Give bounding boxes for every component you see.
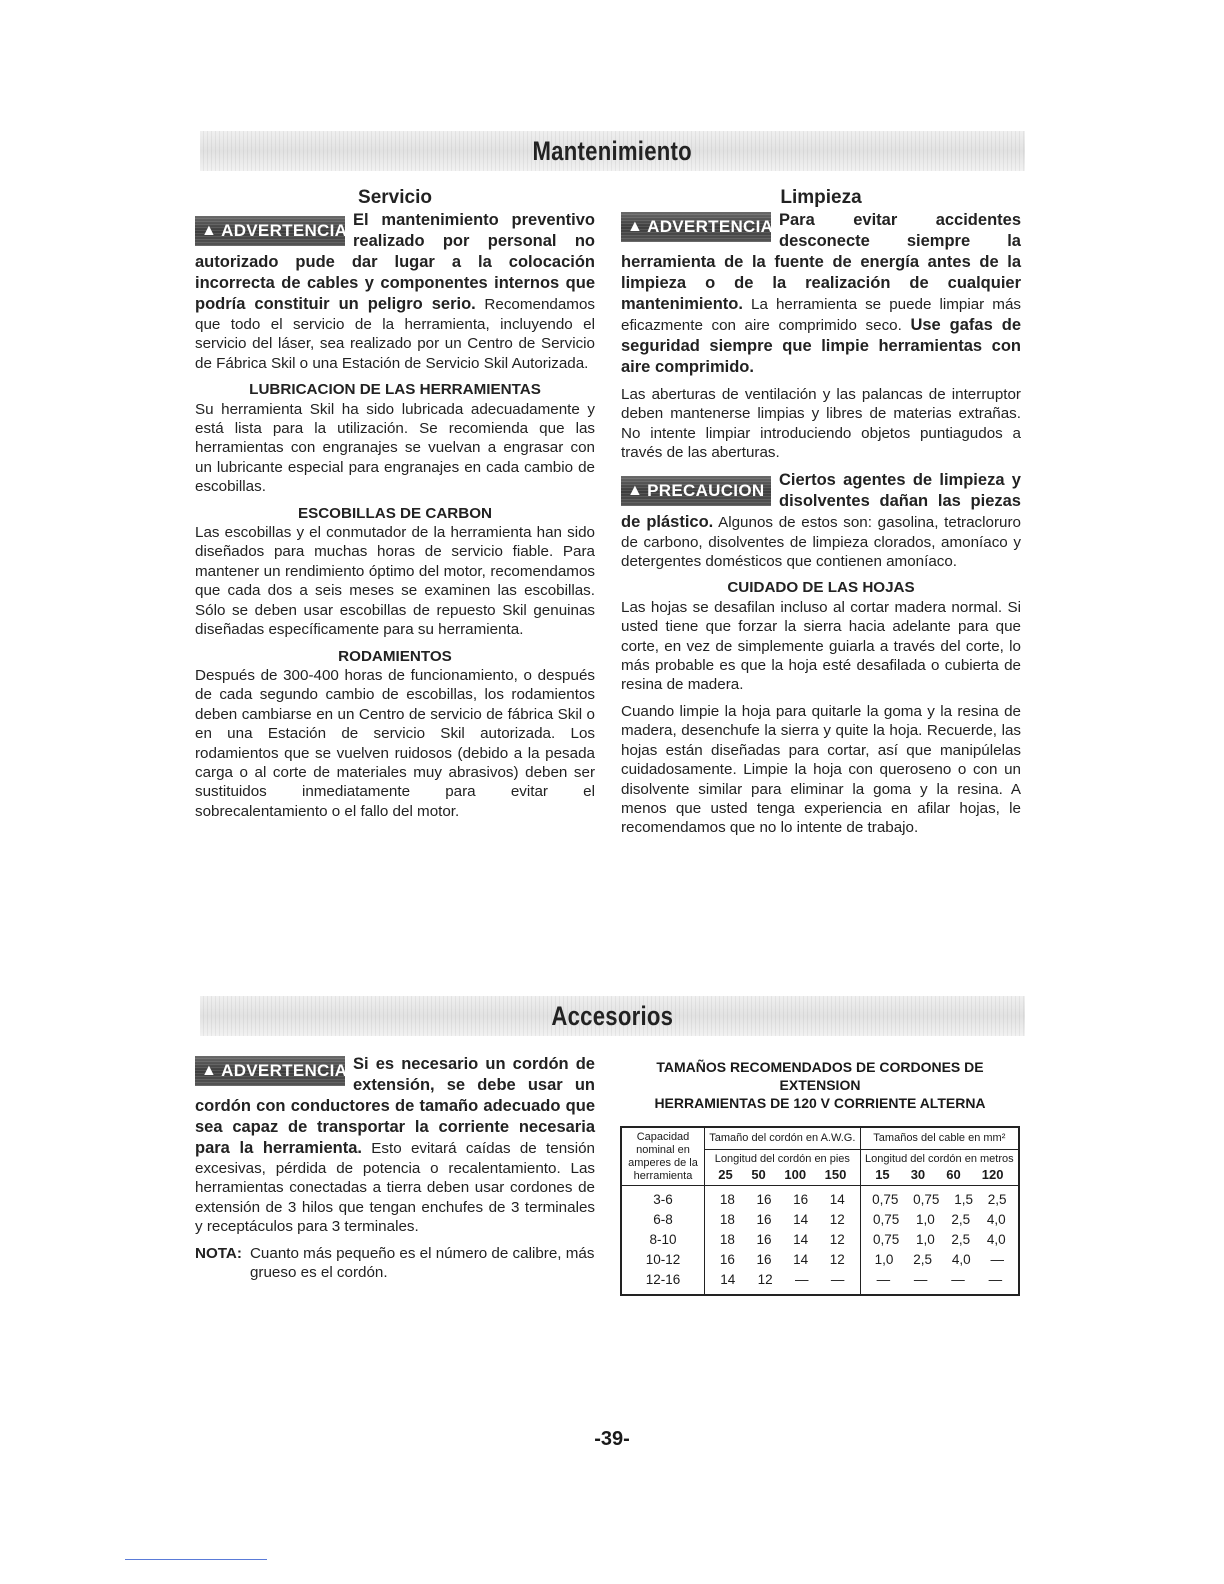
lubricacion-body: Su herramienta Skil ha sido lubricada adecuadamente y está lista para la utilización. Se recomienda que las herramientas con engranajes se vuelvan a engrasar con un lubricante especial para engranajes en cada cambio de escobillas. — [195, 400, 595, 496]
section-header-accesorios — [200, 996, 1025, 1036]
limpieza-aberturas: Las aberturas de ventilación y las palancas de interruptor deben mantenerse limpias y libres de materias extrañas. No intente limpiar introduciendo objetos puntiagudos a través de las aberturas. — [621, 386, 1021, 462]
section-header-mantenimiento — [200, 131, 1025, 171]
warning-badge-label: ADVERTENCIA — [221, 221, 348, 240]
hojas-body-2: Cuando limpie la hoja para quitarle la goma y la resina de madera, desenchufe la sierra y quite la hoja. Recuerde, las hojas están diseñadas para cortar, así que manipúlelas cuidadosamente. Limpie la hoja con queroseno o con un disolvente similar para eliminar la goma y la resina. A menos que usted tenga experiencia en afilar hojas, le recomendamos que no lo intente de trabajo. — [621, 702, 1021, 837]
feet-label: Longitud del cordón en pies — [714, 1153, 850, 1165]
meters-value: 60 — [946, 1167, 961, 1182]
mm2-value: 4,0 — [986, 1212, 1006, 1227]
awg-value: 14 — [829, 1192, 845, 1207]
mm2-row — [861, 1250, 1018, 1270]
caution-badge — [621, 476, 771, 506]
awg-value: 16 — [756, 1192, 772, 1207]
meters-label: Longitud del cordón en metros — [865, 1153, 1014, 1165]
table-title-1: TAMAÑOS RECOMENDADOS DE CORDONES DE EXTENSION — [656, 1059, 984, 1093]
awg-value: 16 — [719, 1252, 735, 1267]
mm2-value: — — [988, 1272, 1003, 1287]
page-number: -39- — [594, 1428, 630, 1450]
warning-badge — [195, 1056, 348, 1086]
mm2-value: 0,75 — [873, 1212, 900, 1227]
mm2-column — [860, 1186, 1019, 1296]
mm2-value: 1,5 — [954, 1192, 973, 1207]
feet-header — [705, 1150, 861, 1186]
mm2-value: 0,75 — [872, 1192, 899, 1207]
hojas-heading: CUIDADO DE LAS HOJAS — [727, 579, 915, 597]
awg-value: 16 — [756, 1232, 772, 1247]
awg-value: 18 — [719, 1192, 735, 1207]
nota — [195, 1244, 595, 1283]
lubricacion-heading: LUBRICACION DE LAS HERRAMIENTAS — [249, 381, 541, 399]
awg-column — [705, 1186, 861, 1296]
awg-row — [705, 1210, 860, 1230]
mm2-value: 4,0 — [986, 1232, 1006, 1247]
accesorios-warning-text: Si es necesario un cordón de extensión, se debe usar un cordón con conductores de tamaño adecuado que sea capaz de transportar la corriente necesaria para la herramienta. — [195, 1055, 595, 1157]
awg-row — [705, 1270, 860, 1290]
mm2-value: — — [951, 1272, 965, 1287]
rodamientos-body: Después de 300-400 horas de funcionamiento, o después de cada segundo cambio de escobillas, los rodamientos deben cambiarse en un Centro de servicio de fábrica Skil o en una Estación de servicio Skil autorizada. Los rodamientos que se vuelven ruidosos (debido a la pesada carga o al corte de materiales muy abrasivos) deben ser sustituidos inmediatamente para evitar el sobrecalentamiento o el fallo del motor. — [195, 666, 595, 820]
mm2-value: 2,5 — [987, 1192, 1007, 1207]
awg-value: 12 — [829, 1212, 845, 1227]
awg-value: 12 — [757, 1272, 773, 1287]
feet-values — [705, 1166, 860, 1185]
amps-value: 8-10 — [649, 1232, 677, 1247]
mm2-row — [861, 1230, 1018, 1250]
servicio-heading: Servicio — [358, 187, 432, 208]
caution-body: Algunos de estos son: gasolina, tetracloruro de carbono, disolventes de limpieza clorados, amoníaco y detergentes domésticos que contienen amoníaco. — [621, 513, 1021, 571]
meters-value: 30 — [910, 1167, 926, 1182]
feet-value: 25 — [718, 1167, 733, 1182]
mm2-value: 2,5 — [913, 1252, 933, 1267]
left-column — [195, 186, 595, 821]
awg-value: 16 — [793, 1192, 809, 1207]
mm2-row — [861, 1270, 1018, 1290]
warning-badge — [621, 212, 774, 242]
escobillas-body: Las escobillas y el conmutador de la herramienta han sido diseñados para muchas horas de servicio fiable. Para mantener un rendimiento óptimo del motor, recomendamos que cada dos a seis meses se examinen las escobillas. Sólo se deben usar escobillas de repuesto Skil genuinas diseñadas específicamente para su herramienta. — [195, 524, 595, 639]
right-column — [621, 186, 1021, 838]
awg-value: 12 — [829, 1252, 845, 1267]
mm2-value: — — [876, 1272, 891, 1287]
awg-value: 14 — [793, 1252, 809, 1267]
warning-triangle-icon: ▲ — [627, 481, 644, 499]
amps-value: 6-8 — [653, 1212, 673, 1227]
limpieza-goggles-text: Use gafas de seguridad siempre que limpie herramientas con aire comprimido. — [621, 316, 1021, 376]
nota-text: Cuanto más pequeño es el número de calibre, más grueso es el cordón. — [249, 1244, 595, 1282]
table-title-2: HERRAMIENTAS DE 120 V CORRIENTE ALTERNA — [654, 1095, 986, 1111]
mm2-value: 1,0 — [915, 1212, 935, 1227]
warning-triangle-icon: ▲ — [201, 1062, 218, 1079]
awg-value: 16 — [756, 1212, 772, 1227]
limpieza-body: La herramienta se puede limpiar más eficazmente con aire comprimido seco. — [621, 296, 1021, 334]
nota-label: NOTA: — [195, 1244, 242, 1262]
amps-value: 10-12 — [645, 1252, 681, 1267]
caution-badge-label: PRECAUCION — [647, 480, 765, 500]
amps-value: 3-6 — [653, 1192, 673, 1207]
warning-badge-label: ADVERTENCIA — [647, 217, 774, 236]
feet-value: 100 — [784, 1167, 807, 1182]
mm2-value: 2,5 — [951, 1232, 971, 1247]
awg-value: — — [830, 1272, 845, 1287]
limpieza-warning-text: Para evitar accidentes desconecte siempre la herramienta de la fuente de energía antes de la limpieza o de la realización de cualquier mantenimiento. — [621, 211, 1021, 313]
feet-value: 150 — [824, 1167, 847, 1182]
awg-row — [705, 1230, 860, 1250]
awg-value: 18 — [719, 1212, 735, 1227]
section-title: Accesorios — [551, 1000, 674, 1031]
rodamientos-heading: RODAMIENTOS — [338, 647, 452, 665]
awg-value: — — [795, 1272, 809, 1287]
awg-value: 14 — [793, 1232, 809, 1247]
cord-size-table-block — [620, 1058, 1020, 1296]
servicio-warning-text: El mantenimiento preventivo realizado por personal no autorizado pude dar lugar a la colocación incorrecta de cables y componentes internos que podría constituir un peligro serio. — [195, 211, 595, 313]
mm2-value: 0,75 — [873, 1232, 900, 1247]
mm2-value: 4,0 — [951, 1252, 971, 1267]
limpieza-heading: Limpieza — [780, 187, 862, 208]
mm2-header: Tamaños del cable en mm² — [860, 1127, 1019, 1150]
warning-badge-label: ADVERTENCIA — [221, 1061, 348, 1080]
mm2-value: 1,0 — [915, 1232, 935, 1247]
feet-value: 50 — [751, 1167, 766, 1182]
escobillas-heading: ESCOBILLAS DE CARBON — [297, 504, 493, 522]
awg-row — [705, 1250, 860, 1270]
awg-value: 14 — [793, 1212, 809, 1227]
mm2-row — [861, 1190, 1018, 1210]
meters-values — [861, 1166, 1018, 1185]
awg-value: 16 — [756, 1252, 772, 1267]
awg-header: Tamaño del cordón en A.W.G. — [705, 1127, 861, 1150]
amps-value: 12-16 — [645, 1272, 681, 1287]
amps-column — [621, 1186, 705, 1296]
meters-value: 120 — [981, 1167, 1004, 1182]
capacity-header: Capacidad nominal en amperes de la herramienta — [621, 1127, 705, 1186]
accesorios-body: Esto evitará caídas de tensión excesivas, pérdida de potencia o recalentamiento. Las herramientas conectadas a tierra deben usar cordones de extensión de 3 hilos que tengan enchufes de 3 terminales y receptáculos para 3 terminales. — [195, 1140, 596, 1236]
mm2-value: 0,75 — [913, 1192, 940, 1207]
mm2-value: 2,5 — [951, 1212, 971, 1227]
servicio-body: Recomendamos que todo el servicio de la herramienta, incluyendo el servicio del láser, sea realizado por un Centro de Servicio de Fábrica Skil o una Estación de Servicio Skil Autorizada. — [195, 296, 595, 372]
awg-value: 18 — [719, 1232, 735, 1247]
awg-value: 14 — [720, 1272, 736, 1287]
mm2-value: 1,0 — [874, 1252, 894, 1267]
mm2-value: — — [990, 1252, 1005, 1267]
awg-row — [705, 1190, 860, 1210]
meters-value: 15 — [875, 1167, 890, 1182]
warning-badge — [195, 216, 348, 246]
section-title: Mantenimiento — [532, 135, 693, 166]
mm2-value: — — [913, 1272, 928, 1287]
meters-header — [860, 1150, 1019, 1186]
warning-triangle-icon: ▲ — [627, 218, 644, 235]
accesorios-column — [195, 1054, 595, 1282]
awg-value: 12 — [829, 1232, 845, 1247]
warning-triangle-icon: ▲ — [201, 222, 218, 239]
footer-rule — [125, 1559, 267, 1560]
hojas-body-1: Las hojas se desafilan incluso al cortar madera normal. Si usted tiene que forzar la sierra hacia adelante para que corte, en vez de simplemente guiarla a través del corte, lo más probable es que la hoja esté desafilada o cubierta de resina de madera. — [621, 598, 1021, 694]
caution-warning-text: Ciertos agentes de limpieza y disolventes dañan las piezas de plástico. — [621, 470, 1021, 531]
mm2-row — [861, 1210, 1018, 1230]
cord-size-table — [620, 1126, 1020, 1296]
